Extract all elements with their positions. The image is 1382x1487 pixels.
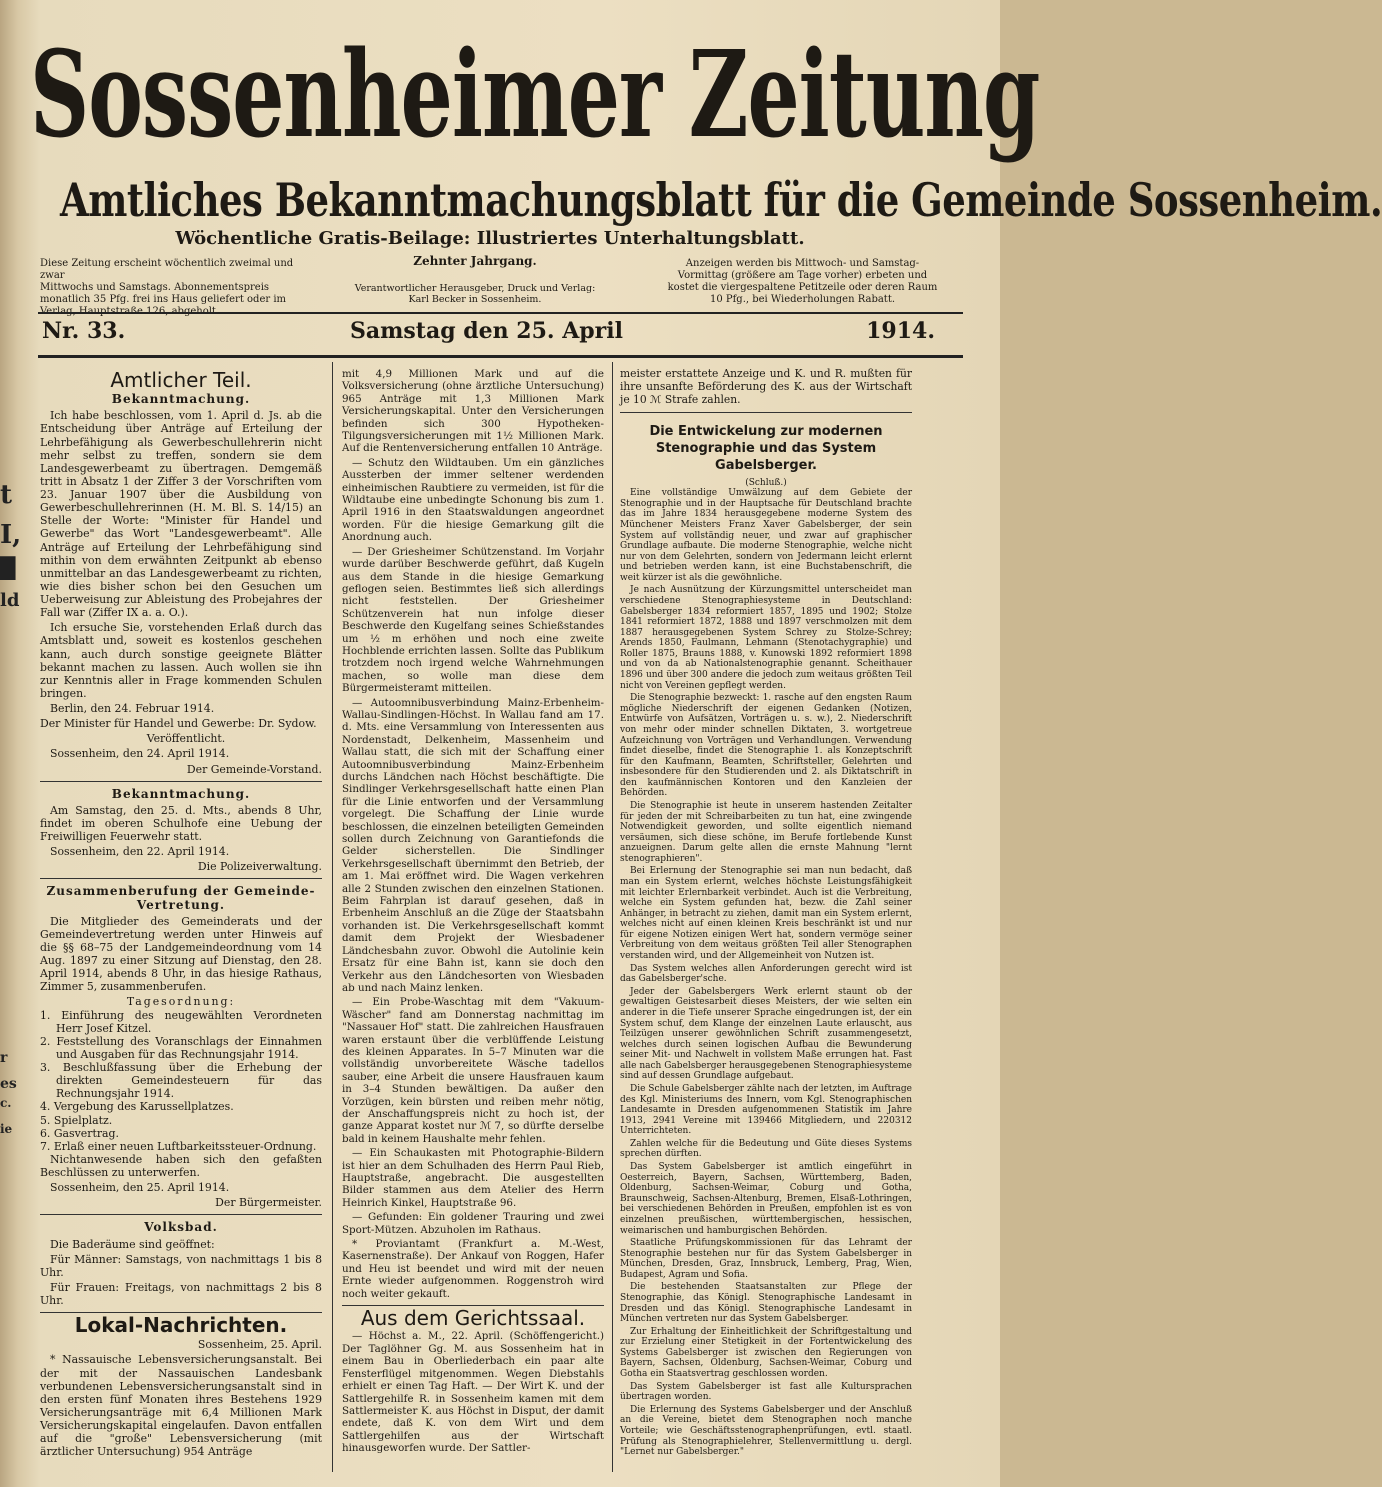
paragraph: Das System Gabelsberger ist fast alle Kultursprachen übertragen worden.: [620, 1381, 912, 1403]
paragraph: Die Stenographie bezweckt: 1. rasche auf den engsten Raum mögliche Niederschrift der eigenen Gedanken (Notizen, Entwürfe von Aufsätzen, Vorträgen u. s. w.), 2. Niederschrift von mehr oder minder schnellen Diktaten, 3. wortgetreue Aufzeichnung von Vorträgen und Verhandlungen. Verwendung findet dieselbe, findet die Stenographie 1. als Konzeptschrift für den Kaufmann, Beamten, Schriftsteller, Gelehrten und insbesondere für den Studierenden und 2. als Diktatschrift in den kaufmännischen Kontoren und den Kanzleien der Behörden.: [620, 693, 912, 799]
agenda-item: 6. Gasvertrag.: [40, 1126, 119, 1140]
paragraph: Am Samstag, den 25. d. Mts., abends 8 Uhr, findet im oberen Schulhofe eine Uebung der Freiwilligen Feuerwehr statt.: [40, 803, 322, 843]
issue-year: 1914.: [866, 318, 935, 344]
edge-fragment: ld: [0, 590, 20, 611]
edge-fragment: I,: [0, 520, 22, 550]
issue-number: Nr. 33.: [42, 318, 126, 344]
paragraph: Die bestehenden Staatsanstalten zur Pflege der Stenographie, das Königl. Stenographische Landesamt in Dresden und das Königl. Stenographische Landesamt in München vertreten nur das System Gabelsberger.: [620, 1282, 912, 1325]
agenda-item: 7. Erlaß einer neuen Luftbarkeitssteuer-Ordnung.: [40, 1139, 317, 1153]
notice-heading: Volksbad.: [144, 1220, 218, 1235]
agenda-item: 4. Vergebung des Karussellplatzes.: [40, 1100, 234, 1114]
paragraph: * Proviantamt (Frankfurt a. M.-West, Kasernenstraße). Der Ankauf von Roggen, Hafer und Heu ist beendet und wird mit der neuen Ernte wieder aufgenommen. Roggenstroh wird noch weiter gekauft.: [342, 1238, 604, 1300]
edge-fragment: r: [0, 1050, 8, 1066]
paragraph: * Nassauische Lebensversicherungsanstalt. Bei der mit der Nassauischen Landesbank verbundenen Lebensversicherungsanstalt sind in den ersten fünf Monaten ihres Bestehens 1929 Versicherungsanträge mit 6,4 Millionen Mark Versicherungskapital eingelaufen. Davon entfallen auf die "große" Lebensversicherung (mit ärztlicher Untersuchung) 954 Anträge: [40, 1353, 322, 1459]
paragraph: Sossenheim, den 25. April 1914.: [50, 1181, 230, 1195]
column-divider: [332, 362, 333, 1472]
paragraph: — Höchst a. M., 22. April. (Schöffengericht.) Der Taglöhner Gg. M. aus Sossenheim hat in einem Bau in Oberliederbach ein paar alte Fensterflügel mitgenommen. Wegen Diebstahls erhielt er einen Tag Haft. — Der Wirt K. und der Sattlergehilfe R. in Sossenheim kamen mit dem Sattlermeister K. aus Höchst in Disput, der damit endete, daß K. von dem Wirt und dem Sattlergehilfen aus der Wirtschaft hinausgeworfen wurde. Der Sattler-: [342, 1330, 604, 1455]
paragraph: Der Minister für Handel und Gewerbe: Dr. Sydow.: [40, 717, 317, 731]
continuation-note: (Schluß.): [745, 477, 787, 488]
paragraph: Eine vollständige Umwälzung auf dem Gebiete der Stenographie und in der Hauptsache für Deutschland brachte das im Jahre 1834 herausgegebene moderne System des Münchener Meisters Franz Xaver Gabelsberger, der sein System auf vollständig neuer, und zwar auf graphischer Grundlage aufbaute. Die moderne Stenographie, welche nicht nur von dem Gelehrten, sondern von Jedermann leicht erlernt und betrieben werden kann, ist eine Buchstabenschrift, die weit kürzer ist als die gewöhnliche.: [620, 488, 912, 583]
signature: Der Gemeinde-Vorstand.: [186, 762, 322, 776]
paragraph: Jeder der Gabelsbergers Werk erlernt staunt ob der gewaltigen Geistesarbeit dieses Meisters, der wie selten ein anderer in die Tiefe unserer Sprache eingedrungen ist, der ein System schuf, dem Klange der einzelnen Laute erlauscht, aus Teilzügen unserer gewöhnlichen Schrift zusammengesetzt, welches durch seinen logischen Aufbau die Bewunderung seiner Mit- und Nachwelt in vollstem Maße errungen hat. Fast alle nach Gabelsberger herausgegebenen Stenographiesysteme sind auf dessen Grundlage aufgebaut.: [620, 986, 912, 1082]
paragraph: — Ein Probe-Waschtag mit dem "Vakuum-Wäscher" fand am Donnerstag nachmittag im "Nassauer Hof" statt. Die zahlreichen Hausfrauen waren erstaunt über die verblüffende Leistung des kleinen Apparates. In 5–7 Minuten war die vollständig unvorbereitete Wäsche tadellos sauber, eine Arbeit die unsere Hausfrauen kaum in 3–4 Stunden bewältigen. Da außer den Vorzügen, kein bürsten und reiben mehr nötig, der Anschaffungspreis nicht zu hoch ist, der ganze Apparat kostet nur ℳ 7, so dürfte derselbe bald in keinem Haushalte mehr fehlen.: [342, 996, 604, 1145]
subscription-notice: Diese Zeitung erscheint wöchentlich zweimal und zwar Mittwochs und Samstags. Abonnementspreis monatlich 35 Pfg. frei ins Haus geliefert oder im: [40, 258, 294, 305]
edge-fragment: ie: [0, 1122, 13, 1136]
paragraph: Die Mitglieder des Gemeinderats und der Gemeindevertretung werden unter Hinweis auf die §§ 68–75 der Landgemeindeordnung vom 14 Aug. 1897 zu einer Sitzung auf Dienstag, den 28. April 1914, abends 8 Uhr, in das hiesige Rathaus, Zimmer 5, zusammenberufen.: [40, 914, 322, 994]
section-heading-local: Lokal-Nachrichten.: [74, 1313, 288, 1338]
edge-fragment: █: [0, 556, 16, 580]
paragraph: Zur Erhaltung der Einheitlichkeit der Schriftgestaltung und zur Erzielung einer Stetigkeit in der Fortentwickelung des Systems Gabelsberger ist zwischen den Regierungen von Bayern, Sachsen, Oldenburg, Sachsen-Weimar, Coburg und Gotha ein Staatsvertrag geschlossen worden.: [620, 1326, 912, 1380]
paragraph: Die Schule Gabelsberger zählte nach der letzten, im Auftrage des Kgl. Ministeriums des Innern, vom Kgl. Stenographischen Landesamte in Dresden aufgenommenen Statistik im Jahre 1913, 2941 Vereine mit 139466 Mitgliedern, und 220312 Unterrichteten.: [620, 1084, 912, 1137]
column-3: [620, 368, 912, 1460]
notice-heading: Bekanntmachung.: [111, 392, 251, 407]
edge-fragment: t: [0, 480, 13, 510]
divider: [40, 781, 322, 782]
divider: [40, 878, 322, 879]
paragraph: Ich ersuche Sie, vorstehenden Erlaß durch das Amtsblatt und, soweit es kostenlos geschehen kann, auch durch sonstige geeignete Blätter bekannt machen zu lassen. Auch wollen sie ihn zur Kenntnis aller in Frage kommenden Schulen bringen.: [40, 621, 322, 700]
paragraph: Bei Erlernung der Stenographie sei man nun bedacht, daß man ein System erlernt, welches höchste Leistungsfähigkeit mit leichter Erlernbarkeit verbindet. Auch ist die Verbreitung, welche ein System gefunden hat, bezw. die Zahl seiner Anhänger, in betracht zu ziehen, damit man ein System erlernt, welches nicht auf einen kleinen Kreis beschränkt ist und nur für eigene Notizen einigen Wert hat, sondern vermöge seiner Verbreitung von dem weitaus größten Teil aller Stenographen verstanden wird, und der Allgemeinheit von Nutzen ist.: [620, 866, 912, 962]
paragraph: Die Stenographie ist heute in unserem hastenden Zeitalter für jeden der mit Schreibarbeiten zu tun hat, eine zwingende Notwendigkeit geworden, und sollte eigentlich niemand versäumen, sich diese schöne, im Berufe fortlebende Kunst anzueignen. Darum gelte allen die ernste Mahnung "lernt stenographieren".: [620, 800, 912, 864]
paragraph: Sossenheim, den 24. April 1914.: [50, 747, 230, 761]
notice-heading: Zusammenberufung der Gemeinde-Vertretung.: [46, 884, 316, 912]
paragraph: Nichtanwesende haben sich den gefaßten Beschlüssen zu unterwerfen.: [40, 1152, 322, 1179]
edge-fragment: es: [0, 1076, 17, 1092]
header-rule-bottom: [38, 355, 963, 358]
paragraph: meister erstattete Anzeige und K. und R. mußten für ihre unsanfte Beförderung des K. aus der Wirtschaft je 10 ℳ Strafe zahlen.: [620, 367, 912, 406]
signature: Die Polizeiverwaltung.: [197, 860, 322, 874]
paragraph: Das System welches allen Anforderungen gerecht wird ist das Gabelsberger'sche.: [620, 963, 912, 985]
agenda-list: [40, 1009, 322, 1153]
agenda-item: 3. Beschlußfassung über die Erhebung der direkten Gemeindesteuern für das Rechnungsjahr 1914.: [40, 1061, 322, 1101]
divider: [620, 412, 912, 413]
dateline: Sossenheim, 25. April.: [197, 1338, 322, 1352]
paragraph: Sossenheim, den 22. April 1914.: [50, 845, 230, 859]
paragraph: — Schutz den Wildtauben. Um ein gänzliches Aussterben der immer seltener werdenden einheimischen Raubtiere zu vermeiden, ist für die Wildtaube eine unbedingte Schonung bis zum 1. April 1916 in den Staatswaldungen angeordnet worden. Für die hiesige Gemarkung gilt die Anordnung auch.: [342, 456, 604, 544]
paragraph: Die Erlernung des Systems Gabelsberger und der Anschluß an die Vereine, bietet dem Stenographen noch manche Vorteile; wie Geschäftsstenographenprüfungen, evtl. staatl. Prüfung als Stenographielehrer, Stellenvermittlung u. dergl. "Lernet nur Gabelsberger.": [620, 1404, 912, 1458]
paragraph: — Gefunden: Ein goldener Trauring und zwei Sport-Mützen. Abzuholen im Rathaus.: [342, 1211, 604, 1236]
paragraph: — Der Griesheimer Schützenstand. Im Vorjahr wurde darüber Beschwerde geführt, daß Kugeln aus dem Stande in die hiesige Gemarkung geflogen seien. Bestimmtes ließ sich allerdings nicht feststellen. Der Griesheimer Schützenverein hat nun infolge dieser Beschwerde den Kugelfang seines Schießstandes um ½ m erhöhen und noch eine zweite Hochblende errichten lassen. Sollte das Publikum trotzdem noch irgend welche Wahrnehmungen machen, so wolle man diese dem Bürgermeisteramt mitteilen.: [342, 545, 604, 695]
paragraph: Ich habe beschlossen, vom 1. April d. Js. ab die Entscheidung über Anträge auf Erteilung der Lehrbefähigung als Gewerbeschullehrerin nicht mehr selbst zu treffen, sondern sie dem Landesgewerbeamt zu übertragen. Demgemäß tritt in Absatz 1 der Ziffer 3 der Vorschriften vom 23. Januar 1907 über die Ausbildung von Gewerbeschullehrerinnen (H. M. Bl. S. 14/15) an Stelle der Worte: "Minister für Handel und Gewerbe" das Wort "Landesgewerbeamt". Alle Anträge auf Erteilung der Lehrbefähigung sind mithin von dem erwähnten Zeitpunkt ab ebenso unmittelbar an das Landesgewerbeamt zu richten, wie dies bisher schon bei den Gesuchen um Ueberweisung zur Ableistung des Probejahres der Fall war (Ziffer IX a. a. O.).: [40, 409, 322, 620]
agenda-item: 2. Feststellung des Voranschlags der Einnahmen und Ausgaben für das Rechnungsjahr 1914.: [40, 1034, 322, 1061]
paragraph: Für Männer: Samstags, von nachmittags 1 bis 8 Uhr.: [40, 1252, 322, 1279]
column-2: [342, 368, 604, 1457]
paragraph: Veröffentlicht.: [146, 732, 226, 746]
paragraph: mit 4,9 Millionen Mark und auf die Volksversicherung (ohne ärztliche Untersuchung) 965 Anträge mit 1,3 Millionen Mark Versicherungskapital. Unter den Versicherungen befinden sich 300 Hypotheken-Tilgungsversicherungen mit 1½ Millionen Mark. Auf die Rentenversicherung entfallen 10 Anträge.: [342, 368, 604, 455]
publisher-info: Verantwortlicher Herausgeber, Druck und Verlag: Karl Becker in Sossenheim.: [354, 283, 596, 305]
paragraph: — Ein Schaukasten mit Photographie-Bildern ist hier an dem Schulhaden des Herrn Paul Rieb, Hauptstraße, angebracht. Die ausgestellten Bilder stammen aus dem Atelier des Herrn Heinrich Kinkel, Hauptstraße 96.: [342, 1147, 604, 1209]
advertising-notice: Anzeigen werden bis Mittwoch- und Samstag- Vormittag (größere am Tage vorher) erbeten und kostet die viergespaltene Petitzeile oder deren Raum 10 Pfg., bei Wiederholungen Rabatt.: [667, 258, 938, 305]
paragraph: — Autoomnibusverbindung Mainz-Erbenheim-Wallau-Sindlingen-Höchst. In Wallau fand am 17. d. Mts. eine Versammlung von Interessenten aus Nordenstadt, Delkenheim, Massenheim und Wallau statt, die sich mit der Schaffung einer Autoomnibusverbindung Mainz-Erbenheim durchs Ländchen nach Höchst beschäftigte. Die Sindlinger Verkehrsgesellschaft hatte einen Plan für die Linie entworfen und der Versammlung vorgelegt. Die Schaffung der Linie wurde beschlossen, die einzelnen beteiligten Gemeinden sollen durch Zeichnung von Garantiefonds die Gelder sicherstellen. Die Sindlinger Verkehrsgesellschaft übernimmt den Betrieb, der am 1. Mai eröffnet wird. Die Wagen verkehren alle 2 Stunden zwischen den einzelnen Stationen. Beim Fahrplan ist darauf gesehen, daß in Erbenheim Anschluß an die Züge der Staatsbahn vorhanden ist. Die Verkehrsgesellschaft kommt damit dem Projekt der Wiesbadener Ländchesbahn zuvor. Obwohl die Autolinie kein Ersatz für eine Bahn ist, kann sie doch den Verkehr aus den Ländchesorten von Wiesbaden ab und nach Mainz lenken.: [342, 696, 604, 994]
masthead-supplement: Wöchentliche Gratis-Beilage: Illustriertes Unterhaltungsblatt.: [175, 228, 805, 249]
section-heading-court: Aus dem Gerichtssaal.: [360, 1306, 586, 1331]
notice-heading: Bekanntmachung.: [111, 786, 251, 801]
masthead-subtitle: Amtliches Bekanntmachungsblatt für die Gemeinde Sossenheim.: [60, 172, 1382, 227]
column-1: [40, 368, 322, 1460]
paragraph: Das System Gabelsberger ist amtlich eingeführt in Oesterreich, Bayern, Sachsen, Württemberg, Baden, Oldenburg, Sachsen-Weimar, Coburg und Gotha, Braunschweig, Sachsen-Altenburg, Bremen, Elsaß-Lothringen, bei verschiedenen Behörden in Preußen, empfohlen ist es von einzelnen preußischen, württembergischen, hessischen, weimarischen und hamburgischen Behörden.: [620, 1162, 912, 1236]
paragraph: Staatliche Prüfungskommissionen für das Lehramt der Stenographie bestehen nur für das System Gabelsberger in München, Dresden, Graz, Innsbruck, Lemberg, Prag, Wien, Budapest, Agram und Sofia.: [620, 1238, 912, 1280]
section-heading-official: Amtlicher Teil.: [110, 368, 252, 392]
masthead-title: Sossenheimer Zeitung: [30, 25, 1040, 166]
paragraph: Für Frauen: Freitags, von nachmittags 2 bis 8 Uhr.: [40, 1280, 322, 1307]
paragraph: Die Baderäume sind geöffnet:: [50, 1237, 215, 1251]
agenda-item: 1. Einführung des neugewählten Verordneten Herr Josef Kitzel.: [40, 1008, 322, 1035]
volume-label: Zehnter Jahrgang.: [413, 254, 537, 268]
edge-fragment: c.: [0, 1096, 12, 1110]
signature: Der Bürgermeister.: [215, 1196, 322, 1210]
paragraph: Berlin, den 24. Februar 1914.: [50, 702, 215, 715]
issue-date: Samstag den 25. April: [350, 318, 623, 344]
agenda-item: 5. Spielplatz.: [40, 1113, 113, 1127]
paragraph: Je nach Ausnützung der Kürzungsmittel unterscheidet man verschiedene Stenographiesysteme in Deutschland: Gabelsberger 1834 reformiert 1857, 1895 und 1902; Stolze 1841 reformiert 1872, 1888 und 1897 verschmolzen mit dem 1887 herausgegebenen System Schrey zu Stolze-Schrey; Arends 1850, Faulmann, Lehmann (Stenotachygraphie) und Roller 1875, Brauns 1888, v. Kunowski 1892 reformiert 1898 und von da ab Nationalstenographie genannt. Scheithauer 1896 und über 300 andere die jedoch zum weitaus größten Teil nicht von Vereinen gepflegt werden.: [620, 585, 912, 691]
column-divider: [612, 362, 613, 1472]
article-title: Die Entwickelung zur modernen Stenographie und das System Gabelsberger.: [649, 423, 883, 473]
agenda-title: Tagesordnung:: [126, 995, 236, 1009]
header-rule-top: [38, 312, 963, 314]
paragraph: Zahlen welche für die Bedeutung und Güte dieses Systems sprechen dürften.: [620, 1138, 912, 1160]
divider: [40, 1214, 322, 1215]
